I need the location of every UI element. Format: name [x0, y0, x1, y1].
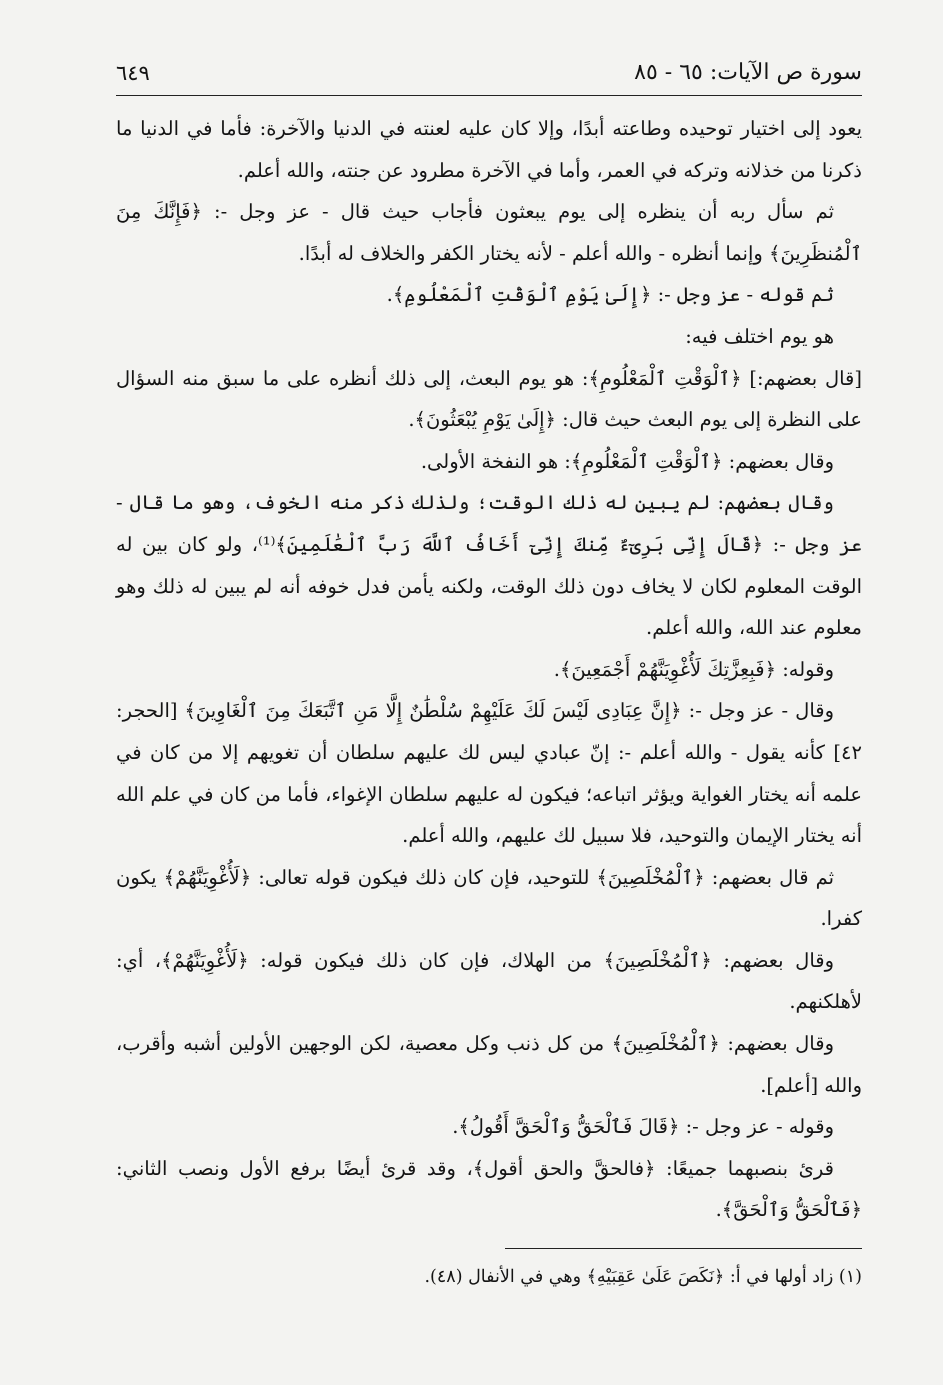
- paragraph: وقال - عز وجل -: ﴿إِنَّ عِبَادِى لَيْسَ لَكَ عَلَيْهِمْ سُلْطَٰنٌ إِلَّا مَنِ ٱتَّبَعَكَ مِنَ ٱلْغَاوِينَ﴾ [الحجر: ٤٢] كأنه يقول - والله أعلم -: إنّ عبادي ليس لك عليهم سلطان أن تغويهم إلا من كان في علمه أنه يختار الغواية ويؤثر اتباعه؛ فيكون له عليهم سلطان الإغواء، فأما من كان في علم الله أنه يختار الإيمان والتوحيد، فلا سبيل لك عليهم، والله أعلم.: [116, 699, 862, 848]
- header-rule: [116, 95, 862, 96]
- paragraph: [قال بعضهم:] ﴿ٱلْوَقْتِ ٱلْمَعْلُومِ﴾: هو يوم البعث، إلى ذلك أنظره على ما سبق منه السؤال على النظرة إلى يوم البعث حيث قال: ﴿إِلَىٰ يَوْمِ يُبْعَثُونَ﴾.: [116, 366, 862, 432]
- footnote-rule: [505, 1248, 862, 1249]
- paragraph: وقال بعضهم: ﴿ٱلْمُخْلَصِينَ﴾ من الهلاك، فإن كان ذلك فيكون قوله: ﴿لَأُغْوِيَنَّهُمْ﴾، أي: لأهلكنهم.: [116, 948, 862, 1014]
- paragraph: ثم سأل ربه أن ينظره إلى يوم يبعثون فأجاب حيث قال - عز وجل -: ﴿فَإِنَّكَ مِنَ ٱلْمُنظَرِينَ﴾ وإنما أنظره - والله أعلم - لأنه يختار الكفر والخلاف له أبدًا.: [116, 200, 862, 265]
- paragraph: وقال بعضهم: لم يبين له ذلك الوقت؛ ولذلك ذكر منه الخوف، وهو ما قال - عز وجل -: ﴿قَالَ إِنِّى بَرِىٓءٌ مِّنكَ إِنِّىٓ أَخَافُ ٱللَّهَ رَبَّ ٱلْعَٰلَمِينَ﴾⁽¹⁾، ولو كان بين له الوقت المعلوم لكان لا يخاف دون ذلك الوقت، ولكنه يأمن فدل خوفه أنه لم يبين له ذلك وهو معلوم عند الله، والله أعلم.: [116, 491, 863, 640]
- paragraph: وقوله - عز وجل -: ﴿قَالَ فَٱلْحَقُّ وَٱلْحَقَّ أَقُولُ﴾.: [452, 1115, 834, 1139]
- paragraph: هو يوم اختلف فيه:: [685, 324, 834, 348]
- footnote: (١) زاد أولها في أ: ﴿نَكَصَ عَلَىٰ عَقِبَيْهِ﴾ وهي في الأنفال (٤٨).: [424, 1267, 862, 1287]
- paragraph: وقوله: ﴿فَبِعِزَّتِكَ لَأُغْوِيَنَّهُمْ أَجْمَعِينَ﴾.: [553, 657, 834, 681]
- running-header: [116, 56, 862, 94]
- body-text: [116, 108, 862, 1231]
- paragraph: وقال بعضهم: ﴿ٱلْمُخْلَصِينَ﴾ من كل ذنب وكل معصية، لكن الوجهين الأولين أشبه وأقرب، والله [أعلم].: [116, 1032, 862, 1097]
- paragraph: ثم قال بعضهم: ﴿ٱلْمُخْلَصِينَ﴾ للتوحيد، فإن كان ذلك فيكون قوله تعالى: ﴿لَأُغْوِيَنَّهُمْ﴾ يكون كفرا.: [116, 865, 862, 931]
- paragraph: وقال بعضهم: ﴿ٱلْوَقْتِ ٱلْمَعْلُومِ﴾: هو النفخة الأولى.: [420, 449, 834, 473]
- surah-title: سورة ص الآيات: ٦٥ - ٨٥: [634, 60, 862, 85]
- page-number: ٦٤٩: [116, 61, 150, 85]
- paragraph: قرئ بنصبهما جميعًا: ﴿فالحقَّ والحق أقول﴾، وقد قرئ أيضًا برفع الأول ونصب الثاني: ﴿فَٱلْحَقُّ وَٱلْحَقَّ﴾.: [116, 1156, 862, 1222]
- paragraph: يعود إلى اختيار توحيده وطاعته أبدًا، وإلا كان عليه لعنته في الدنيا والآخرة: فأما في الدنيا ما ذكرنا من خذلانه وتركه في العمر، وأما في الآخرة مطرود عن جنته، والله أعلم.: [116, 117, 862, 182]
- paragraph: ثم قوله - عز وجل -: ﴿إِلَىٰ يَوْمِ ٱلْوَقْتِ ٱلْمَعْلُومِ﴾.: [386, 283, 834, 307]
